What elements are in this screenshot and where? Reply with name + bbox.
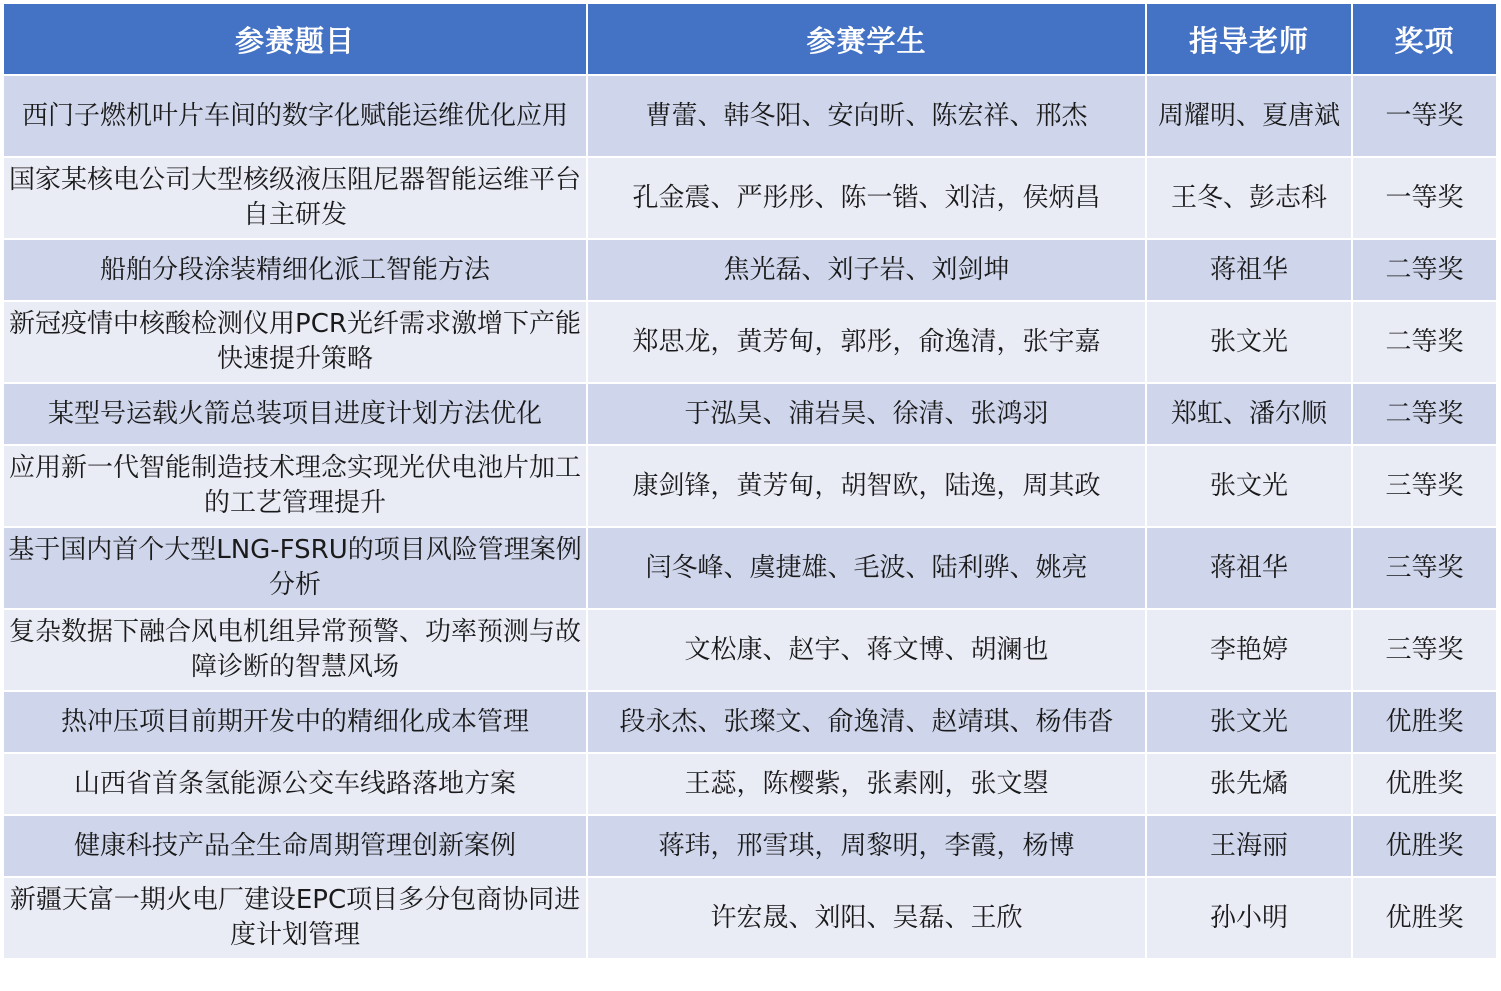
- table-row: [3, 239, 1497, 301]
- table-row: [3, 527, 1497, 609]
- award-cell: 三等奖: [1352, 609, 1497, 691]
- award-cell: 优胜奖: [1352, 691, 1497, 753]
- award-cell: 优胜奖: [1352, 815, 1497, 877]
- award-cell: 二等奖: [1352, 239, 1497, 301]
- advisor-cell: 张文光: [1146, 691, 1352, 753]
- advisor-cell: 张文光: [1146, 301, 1352, 383]
- advisor-cell: 蒋祖华: [1146, 527, 1352, 609]
- topic-cell: 健康科技产品全生命周期管理创新案例: [3, 815, 587, 877]
- advisor-cell: 王海丽: [1146, 815, 1352, 877]
- topic-cell: 热冲压项目前期开发中的精细化成本管理: [3, 691, 587, 753]
- header-topic: 参赛题目: [3, 3, 587, 75]
- table-row: [3, 301, 1497, 383]
- topic-cell: 基于国内首个大型LNG-FSRU的项目风险管理案例分析: [3, 527, 587, 609]
- table-row: [3, 815, 1497, 877]
- table-row: [3, 445, 1497, 527]
- students-cell: 蒋玮，邢雪琪，周黎明，李霞，杨博: [587, 815, 1146, 877]
- students-cell: 王蕊，陈樱紫，张素刚，张文曌: [587, 753, 1146, 815]
- header-advisor: 指导老师: [1146, 3, 1352, 75]
- advisor-cell: 郑虹、潘尔顺: [1146, 383, 1352, 445]
- award-cell: 二等奖: [1352, 301, 1497, 383]
- students-cell: 许宏晟、刘阳、吴磊、王欣: [587, 877, 1146, 959]
- award-cell: 一等奖: [1352, 157, 1497, 239]
- award-cell: 一等奖: [1352, 75, 1497, 157]
- advisor-cell: 张文光: [1146, 445, 1352, 527]
- table-row: [3, 691, 1497, 753]
- advisor-cell: 孙小明: [1146, 877, 1352, 959]
- students-cell: 曹蕾、韩冬阳、安向昕、陈宏祥、邢杰: [587, 75, 1146, 157]
- students-cell: 文松康、赵宇、蒋文博、胡澜也: [587, 609, 1146, 691]
- header-row: [3, 3, 1497, 75]
- award-cell: 优胜奖: [1352, 753, 1497, 815]
- students-cell: 于泓昊、浦岩昊、徐清、张鸿羽: [587, 383, 1146, 445]
- advisor-cell: 蒋祖华: [1146, 239, 1352, 301]
- advisor-cell: 李艳婷: [1146, 609, 1352, 691]
- advisor-cell: 王冬、彭志科: [1146, 157, 1352, 239]
- award-cell: 三等奖: [1352, 527, 1497, 609]
- awards-table: [2, 2, 1498, 960]
- students-cell: 孔金震、严彤彤、陈一锴、刘洁，侯炳昌: [587, 157, 1146, 239]
- students-cell: 段永杰、张璨文、俞逸清、赵靖琪、杨伟沓: [587, 691, 1146, 753]
- topic-cell: 复杂数据下融合风电机组异常预警、功率预测与故障诊断的智慧风场: [3, 609, 587, 691]
- topic-cell: 应用新一代智能制造技术理念实现光伏电池片加工的工艺管理提升: [3, 445, 587, 527]
- topic-cell: 新冠疫情中核酸检测仪用PCR光纤需求激增下产能快速提升策略: [3, 301, 587, 383]
- table-row: [3, 609, 1497, 691]
- award-cell: 优胜奖: [1352, 877, 1497, 959]
- topic-cell: 船舶分段涂装精细化派工智能方法: [3, 239, 587, 301]
- topic-cell: 国家某核电公司大型核级液压阻尼器智能运维平台自主研发: [3, 157, 587, 239]
- advisor-cell: 周耀明、夏唐斌: [1146, 75, 1352, 157]
- award-cell: 二等奖: [1352, 383, 1497, 445]
- table-row: [3, 383, 1497, 445]
- students-cell: 郑思龙，黄芳甸，郭彤，俞逸清，张宇嘉: [587, 301, 1146, 383]
- topic-cell: 新疆天富一期火电厂建设EPC项目多分包商协同进度计划管理: [3, 877, 587, 959]
- topic-cell: 山西省首条氢能源公交车线路落地方案: [3, 753, 587, 815]
- students-cell: 焦光磊、刘子岩、刘剑坤: [587, 239, 1146, 301]
- header-students: 参赛学生: [587, 3, 1146, 75]
- advisor-cell: 张先燏: [1146, 753, 1352, 815]
- topic-cell: 西门子燃机叶片车间的数字化赋能运维优化应用: [3, 75, 587, 157]
- header-award: 奖项: [1352, 3, 1497, 75]
- students-cell: 闫冬峰、虞捷雄、毛波、陆利骅、姚亮: [587, 527, 1146, 609]
- table-row: [3, 157, 1497, 239]
- table-row: [3, 75, 1497, 157]
- table-row: [3, 877, 1497, 959]
- students-cell: 康剑锋，黄芳甸，胡智欧，陆逸，周其政: [587, 445, 1146, 527]
- table-row: [3, 753, 1497, 815]
- award-cell: 三等奖: [1352, 445, 1497, 527]
- topic-cell: 某型号运载火箭总装项目进度计划方法优化: [3, 383, 587, 445]
